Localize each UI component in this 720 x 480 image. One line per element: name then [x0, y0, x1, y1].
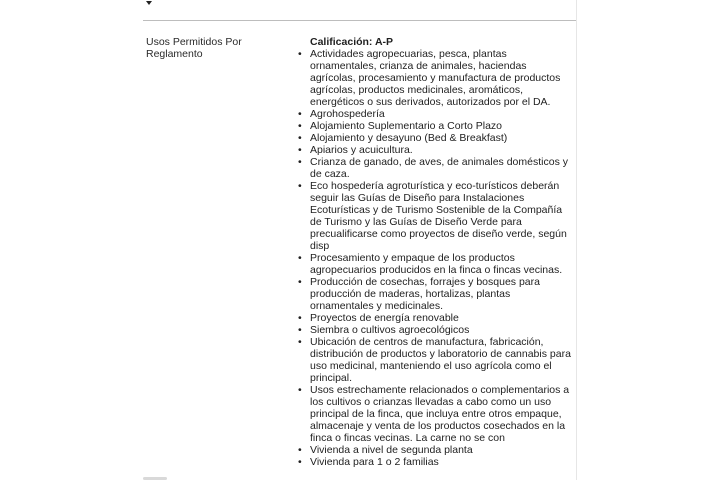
list-item: • Proyectos de energía renovable: [310, 312, 572, 324]
list-item: • Alojamiento y desayuno (Bed & Breakfast): [310, 132, 572, 144]
list-item: • Eco hospedería agroturística y eco-turísticos deberán seguir las Guías de Diseño para Instalaciones Ecoturísticas y de Turismo Sostenible de la Compañía de Turismo y las Guías de Diseño Verde para precualificarse como proyectos de diseño verde, según disp: [310, 180, 572, 252]
list-item: • Producción de cosechas, forrajes y bosques para producción de maderas, hortalizas, plantas ornamentales y medicinales.: [310, 276, 572, 312]
list-item: • Actividades agropecuarias, pesca, plantas ornamentales, crianza de animales, haciendas agrícolas, procesamiento y manufactura de productos agrícolas, productos medicinales, aromáticos, energéticos o sus derivados, autorizados por el DA.: [310, 48, 572, 108]
row-value: [310, 36, 572, 468]
list-item: • Apiarios y acuicultura.: [310, 144, 572, 156]
list-item: • Siembra o cultivos agroecológicos: [310, 324, 572, 336]
list-item: • Crianza de ganado, de aves, de animales domésticos y de caza.: [310, 156, 572, 180]
classification-title: Calificación: A-P: [310, 36, 394, 48]
list-item: • Agrohospedería: [310, 108, 572, 120]
section-divider: [143, 20, 576, 21]
list-item: • Vivienda para 1 o 2 familias: [310, 456, 572, 468]
caret-down-icon[interactable]: [146, 1, 152, 5]
list-item: • Usos estrechamente relacionados o complementarios a los cultivos o crianzas llevadas a cabo como un uso principal de la finca, que incluya entre otros empaque, almacenaje y venta de los productos cosechados en la finca o fincas vecinas. La carne no se con: [310, 384, 572, 444]
list-item: • Ubicación de centros de manufactura, fabricación, distribución de productos y laboratorio de cannabis para uso medicinal, manteniendo el uso agrícola como el principal.: [310, 336, 572, 384]
list-item: • Procesamiento y empaque de los productos agropecuarios producidos en la finca o fincas vecinas.: [310, 252, 572, 276]
list-item: • Vivienda a nivel de segunda planta: [310, 444, 572, 456]
permitted-uses-list: [310, 48, 572, 468]
list-item: • Alojamiento Suplementario a Corto Plazo: [310, 120, 572, 132]
row-label: Usos Permitidos Por Reglamento: [146, 36, 242, 60]
